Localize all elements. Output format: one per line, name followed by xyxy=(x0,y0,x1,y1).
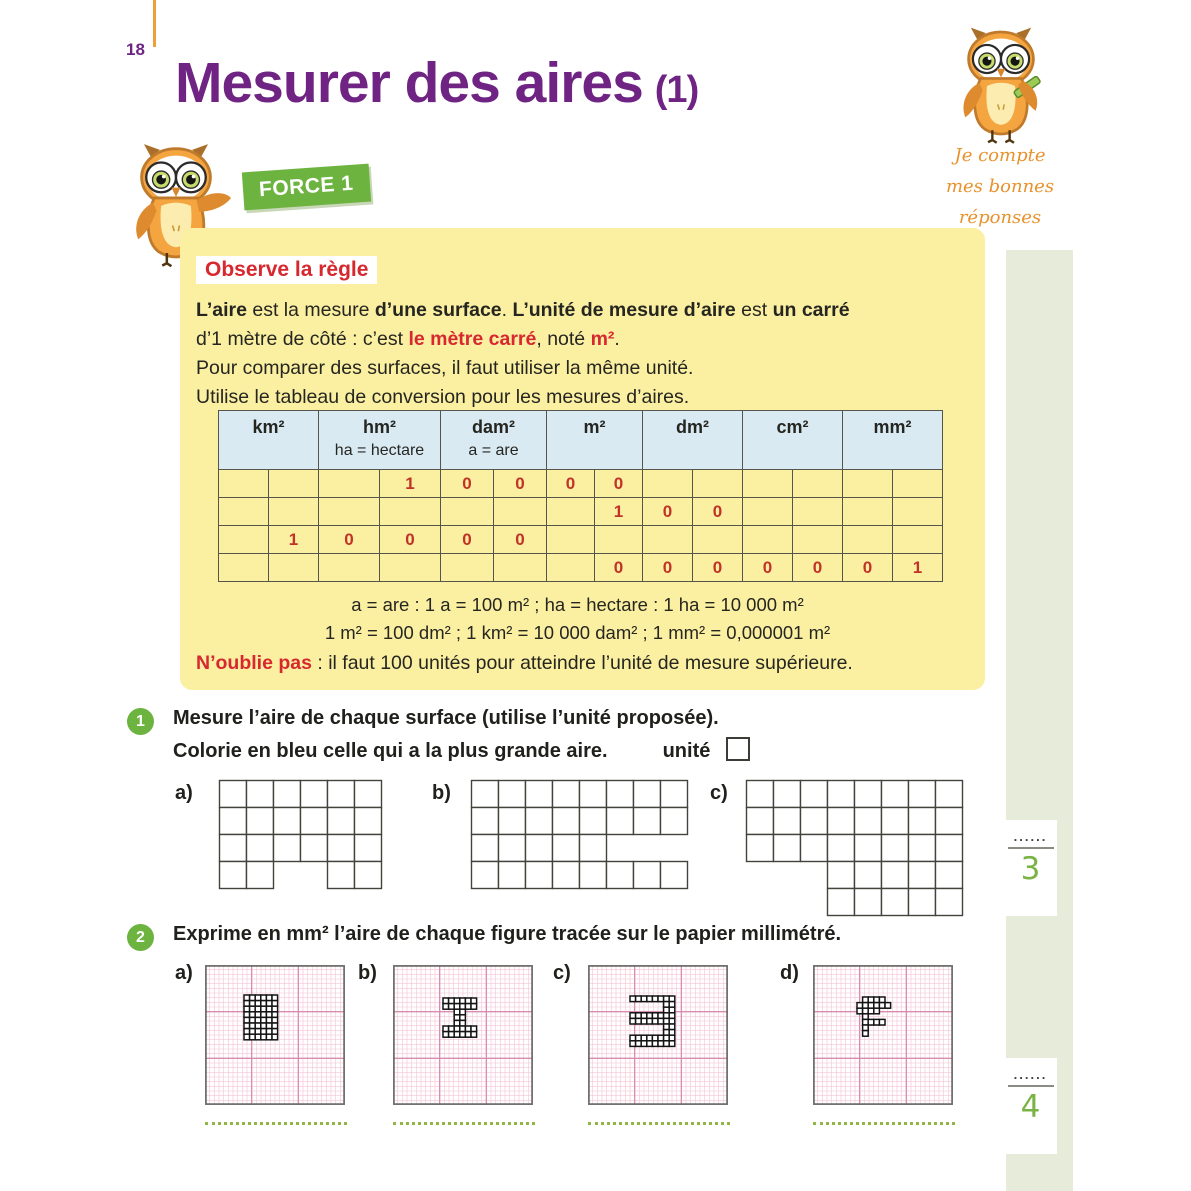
rule-text xyxy=(196,296,850,412)
table-digit-cell xyxy=(219,498,269,526)
reminder-line xyxy=(196,652,853,675)
table-digit-cell xyxy=(595,526,643,554)
mascot-caption-line: Je compte xyxy=(954,145,1046,166)
exercise-2-number: 2 xyxy=(127,924,154,951)
score-dots[interactable]: ...... xyxy=(1013,1067,1048,1082)
rule-heading: Observe la règle xyxy=(196,256,377,284)
exercise-1-line1: Mesure l’aire de chaque surface (utilise l’unité proposée). xyxy=(173,707,719,729)
figure-2d-label: d) xyxy=(780,962,799,984)
unit-checkbox[interactable] xyxy=(726,737,750,761)
mascot-caption xyxy=(912,140,1088,233)
table-digit-cell: 0 xyxy=(643,554,693,582)
rule-text-line: Utilise le tableau de conversion pour les mesures d’aires. xyxy=(196,386,690,408)
table-digit-cell xyxy=(693,526,743,554)
answer-line-2b[interactable] xyxy=(393,1122,535,1125)
table-digit-cell: 0 xyxy=(441,470,494,498)
table-digit-cell: 0 xyxy=(547,470,595,498)
table-digit-cell: 0 xyxy=(843,554,893,582)
table-digit-cell xyxy=(793,498,843,526)
margin-strip xyxy=(1006,250,1073,1191)
table-digit-cell xyxy=(441,498,494,526)
figure-1c-label: c) xyxy=(710,782,728,804)
table-digit-cell xyxy=(219,526,269,554)
table-unit-header: hm² ha = hectare xyxy=(319,411,441,470)
table-digit-cell xyxy=(380,498,441,526)
table-digit-cell: 1 xyxy=(380,470,441,498)
table-digit-cell xyxy=(643,470,693,498)
conversion-table xyxy=(218,410,943,582)
page-title-suffix: (1) xyxy=(654,69,699,111)
table-digit-cell xyxy=(441,554,494,582)
table-digit-cell xyxy=(743,470,793,498)
formula-line: 1 m² = 100 dm² ; 1 km² = 10 000 dam² ; 1 mm² = 0,000001 m² xyxy=(324,622,831,643)
table-digit-cell: 1 xyxy=(269,526,319,554)
table-digit-cell: 0 xyxy=(693,554,743,582)
score-box-1 xyxy=(1004,820,1057,916)
page-corner-rule xyxy=(153,0,156,47)
page-title xyxy=(175,50,698,116)
table-digit-cell xyxy=(743,526,793,554)
figure-2c-label: c) xyxy=(553,962,571,984)
table-digit-cell xyxy=(843,526,893,554)
table-digit-cell xyxy=(219,470,269,498)
rule-box xyxy=(180,228,985,690)
table-digit-cell xyxy=(743,498,793,526)
table-unit-header: mm² xyxy=(843,411,943,470)
table-digit-cell: 0 xyxy=(793,554,843,582)
figure-1a-label: a) xyxy=(175,782,193,804)
mascot-caption-line: mes bonnes xyxy=(945,176,1055,197)
table-digit-cell xyxy=(269,554,319,582)
table-digit-cell xyxy=(643,526,693,554)
reminder-rest: : il faut 100 unités pour atteindre l’unité de mesure supérieure. xyxy=(311,652,853,674)
figure-1c-grid[interactable] xyxy=(745,779,964,917)
reminder-lead: N’oublie pas xyxy=(196,652,312,674)
answer-line-2c[interactable] xyxy=(588,1122,730,1125)
table-digit-cell: 0 xyxy=(595,470,643,498)
rule-text-line: Pour comparer des surfaces, il faut utiliser la même unité. xyxy=(196,357,694,379)
mascot-caption-line: réponses xyxy=(958,207,1042,228)
figure-2b-paper xyxy=(393,965,533,1105)
score-dots[interactable]: ...... xyxy=(1013,829,1048,844)
score-max: 3 xyxy=(1020,851,1041,887)
exercise-1-line2-text: Colorie en bleu celle qui a la plus grande aire. xyxy=(173,740,608,762)
force-level-badge: FORCE 1 xyxy=(242,164,371,211)
score-rule xyxy=(1008,847,1054,849)
table-digit-cell xyxy=(843,470,893,498)
table-digit-cell xyxy=(693,470,743,498)
table-digit-cell xyxy=(494,498,547,526)
score-rule xyxy=(1008,1085,1054,1087)
table-unit-header: cm² xyxy=(743,411,843,470)
table-digit-cell: 0 xyxy=(380,526,441,554)
figure-1a-grid[interactable] xyxy=(218,779,383,890)
answer-line-2a[interactable] xyxy=(205,1122,347,1125)
score-max: 4 xyxy=(1020,1089,1041,1125)
table-digit-cell: 0 xyxy=(693,498,743,526)
table-unit-header: dm² xyxy=(643,411,743,470)
table-digit-cell xyxy=(893,526,943,554)
figure-2d-paper xyxy=(813,965,953,1105)
table-digit-cell: 1 xyxy=(893,554,943,582)
exercise-1-number: 1 xyxy=(127,708,154,735)
table-digit-cell xyxy=(269,470,319,498)
figure-1b-grid[interactable] xyxy=(470,779,689,890)
table-unit-header: dam² a = are xyxy=(441,411,547,470)
exercise-1-line2 xyxy=(173,737,750,763)
table-digit-cell: 1 xyxy=(595,498,643,526)
figure-2c-paper xyxy=(588,965,728,1105)
table-digit-cell: 0 xyxy=(743,554,793,582)
exercise-2-text: Exprime en mm² l’aire de chaque figure tracée sur le papier millimétré. xyxy=(173,923,842,945)
owl-mascot-right xyxy=(947,26,1055,151)
table-digit-cell: 0 xyxy=(319,526,380,554)
figure-2a-label: a) xyxy=(175,962,193,984)
answer-line-2d[interactable] xyxy=(813,1122,955,1125)
table-digit-cell xyxy=(219,554,269,582)
owl-mascot-icon xyxy=(947,26,1055,146)
table-digit-cell xyxy=(793,470,843,498)
table-digit-cell xyxy=(893,470,943,498)
page-title-main: Mesurer des aires xyxy=(175,51,643,115)
table-unit-header: m² xyxy=(547,411,643,470)
table-digit-cell xyxy=(269,498,319,526)
table-digit-cell xyxy=(380,554,441,582)
table-digit-cell xyxy=(547,526,595,554)
table-digit-cell: 0 xyxy=(441,526,494,554)
table-digit-cell xyxy=(893,498,943,526)
table-digit-cell xyxy=(319,470,380,498)
figure-2a-paper xyxy=(205,965,345,1105)
rule-text-line: L’aire est la mesure d’une surface. L’unité de mesure d’aire est un carré xyxy=(196,299,850,321)
table-digit-cell xyxy=(547,554,595,582)
figure-1b-label: b) xyxy=(432,782,451,804)
table-digit-cell: 0 xyxy=(595,554,643,582)
page-number: 18 xyxy=(126,40,145,59)
table-digit-cell xyxy=(494,554,547,582)
table-digit-cell: 0 xyxy=(643,498,693,526)
table-digit-cell: 0 xyxy=(494,470,547,498)
formula-line: a = are : 1 a = 100 m² ; ha = hectare : 1 ha = 10 000 m² xyxy=(351,594,804,615)
figure-2b-label: b) xyxy=(358,962,377,984)
table-digit-cell: 0 xyxy=(494,526,547,554)
rule-text-line: d’1 mètre de côté : c’est le mètre carré, noté m². xyxy=(196,328,620,350)
table-unit-header: km² xyxy=(219,411,319,470)
table-digit-cell xyxy=(793,526,843,554)
table-digit-cell xyxy=(547,498,595,526)
table-digit-cell xyxy=(319,554,380,582)
table-digit-cell xyxy=(319,498,380,526)
score-box-2 xyxy=(1004,1058,1057,1154)
unit-label: unité xyxy=(662,740,711,762)
table-digit-cell xyxy=(843,498,893,526)
